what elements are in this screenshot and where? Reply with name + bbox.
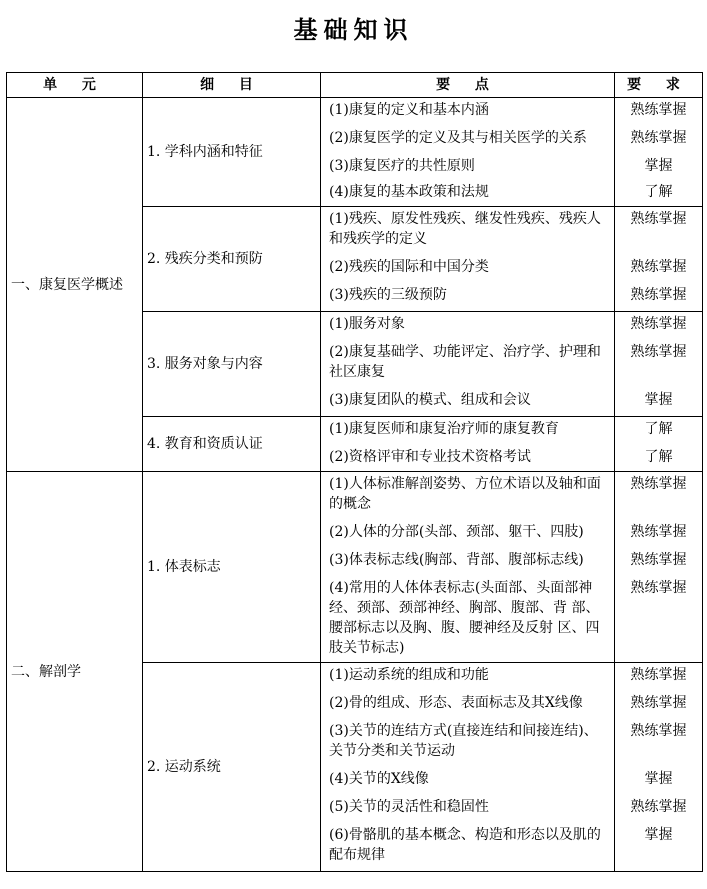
header-item: 细 目 bbox=[143, 73, 321, 98]
requirement-text: 掌握 bbox=[644, 827, 673, 843]
header-unit: 单 元 bbox=[7, 73, 143, 98]
requirement-cell bbox=[615, 207, 703, 312]
header-row bbox=[7, 73, 703, 98]
point-text: (2)残疾的国际和中国分类 bbox=[329, 259, 489, 275]
requirement-cell bbox=[615, 663, 703, 872]
requirement-text: 了解 bbox=[644, 184, 673, 200]
requirement-cell bbox=[615, 312, 703, 417]
point-text: (1)康复医师和康复治疗师的康复教育 bbox=[329, 421, 559, 437]
point-text: (2)康复医学的定义及其与相关医学的关系 bbox=[329, 130, 587, 146]
requirement-text: 熟练掌握 bbox=[630, 211, 687, 227]
item-cell: 4. 教育和资质认证 bbox=[143, 417, 321, 472]
point-text: (3)康复团队的模式、组成和会议 bbox=[329, 392, 531, 408]
point-text: (4)康复的基本政策和法规 bbox=[329, 184, 489, 200]
requirement-text: 熟练掌握 bbox=[630, 524, 687, 540]
point-text: (2)骨的组成、形态、表面标志及其X线像 bbox=[329, 695, 583, 711]
points-cell bbox=[321, 663, 615, 872]
item-cell: 2. 运动系统 bbox=[143, 663, 321, 872]
requirement-text: 熟练掌握 bbox=[630, 287, 687, 303]
page-title: 基础知识 bbox=[293, 16, 414, 44]
header-requirement: 要 求 bbox=[615, 73, 703, 98]
unit-cell: 一、康复医学概述 bbox=[7, 98, 143, 472]
item-cell: 2. 残疾分类和预防 bbox=[143, 207, 321, 312]
syllabus-table bbox=[6, 72, 703, 872]
requirement-cell bbox=[615, 98, 703, 207]
point-text: (3)残疾的三级预防 bbox=[329, 287, 447, 303]
syllabus-body bbox=[7, 98, 703, 872]
header-points: 要 点 bbox=[321, 73, 615, 98]
requirement-text: 掌握 bbox=[644, 392, 673, 408]
point-text: (4)关节的X线像 bbox=[329, 771, 429, 787]
point-text: (1)残疾、原发性残疾、继发性残疾、残疾人 和残疾学的定义 bbox=[329, 211, 601, 247]
point-text: (2)资格评审和专业技术资格考试 bbox=[329, 449, 531, 465]
points-cell bbox=[321, 207, 615, 312]
requirement-text: 熟练掌握 bbox=[630, 130, 687, 146]
point-text: (3)康复医疗的共性原则 bbox=[329, 158, 475, 174]
point-text: (5)关节的灵活性和稳固性 bbox=[329, 799, 489, 815]
requirement-text: 了解 bbox=[644, 449, 673, 465]
requirement-text: 掌握 bbox=[644, 158, 673, 174]
point-text: (1)服务对象 bbox=[329, 316, 405, 332]
requirement-cell bbox=[615, 417, 703, 472]
requirement-text: 熟练掌握 bbox=[630, 799, 687, 815]
point-text: (3)关节的连结方式(直接连结和间接连结)、关节分类和关节运动 bbox=[329, 723, 598, 759]
item-cell: 3. 服务对象与内容 bbox=[143, 312, 321, 417]
requirement-text: 熟练掌握 bbox=[630, 667, 687, 683]
point-text: (1)运动系统的组成和功能 bbox=[329, 667, 489, 683]
requirement-text: 熟练掌握 bbox=[630, 723, 687, 739]
requirement-text: 熟练掌握 bbox=[630, 316, 687, 332]
requirement-cell bbox=[615, 472, 703, 663]
item-cell: 1. 体表标志 bbox=[143, 472, 321, 663]
requirement-text: 熟练掌握 bbox=[630, 476, 687, 492]
point-text: (1)人体标准解剖姿势、方位术语以及轴和面的概念 bbox=[329, 476, 601, 512]
requirement-text: 熟练掌握 bbox=[630, 695, 687, 711]
requirement-text: 熟练掌握 bbox=[630, 552, 687, 568]
item-cell: 1. 学科内涵和特征 bbox=[143, 98, 321, 207]
table-row bbox=[7, 472, 703, 663]
point-text: (2)人体的分部(头部、颈部、躯干、四肢) bbox=[329, 524, 584, 540]
point-text: (4)常用的人体体表标志(头面部、头面部神经、颈部、颈部神经、胸部、腹部、背 部、腰部标志以及胸、腹、腰神经及反射 区、四肢关节标志) bbox=[329, 580, 600, 656]
requirement-text: 熟练掌握 bbox=[630, 344, 687, 360]
points-cell bbox=[321, 472, 615, 663]
points-cell bbox=[321, 417, 615, 472]
points-cell bbox=[321, 312, 615, 417]
requirement-text: 了解 bbox=[644, 421, 673, 437]
requirement-text: 熟练掌握 bbox=[630, 102, 687, 118]
points-cell bbox=[321, 98, 615, 207]
point-text: (2)康复基础学、功能评定、治疗学、护理和 社区康复 bbox=[329, 344, 601, 380]
requirement-text: 掌握 bbox=[644, 771, 673, 787]
requirement-text: 熟练掌握 bbox=[630, 580, 687, 596]
requirement-text: 熟练掌握 bbox=[630, 259, 687, 275]
unit-cell: 二、解剖学 bbox=[7, 472, 143, 872]
point-text: (3)体表标志线(胸部、背部、腹部标志线) bbox=[329, 552, 584, 568]
point-text: (1)康复的定义和基本内涵 bbox=[329, 102, 489, 118]
point-text: (6)骨骼肌的基本概念、构造和形态以及肌的配布规律 bbox=[329, 827, 601, 863]
table-row bbox=[7, 98, 703, 207]
